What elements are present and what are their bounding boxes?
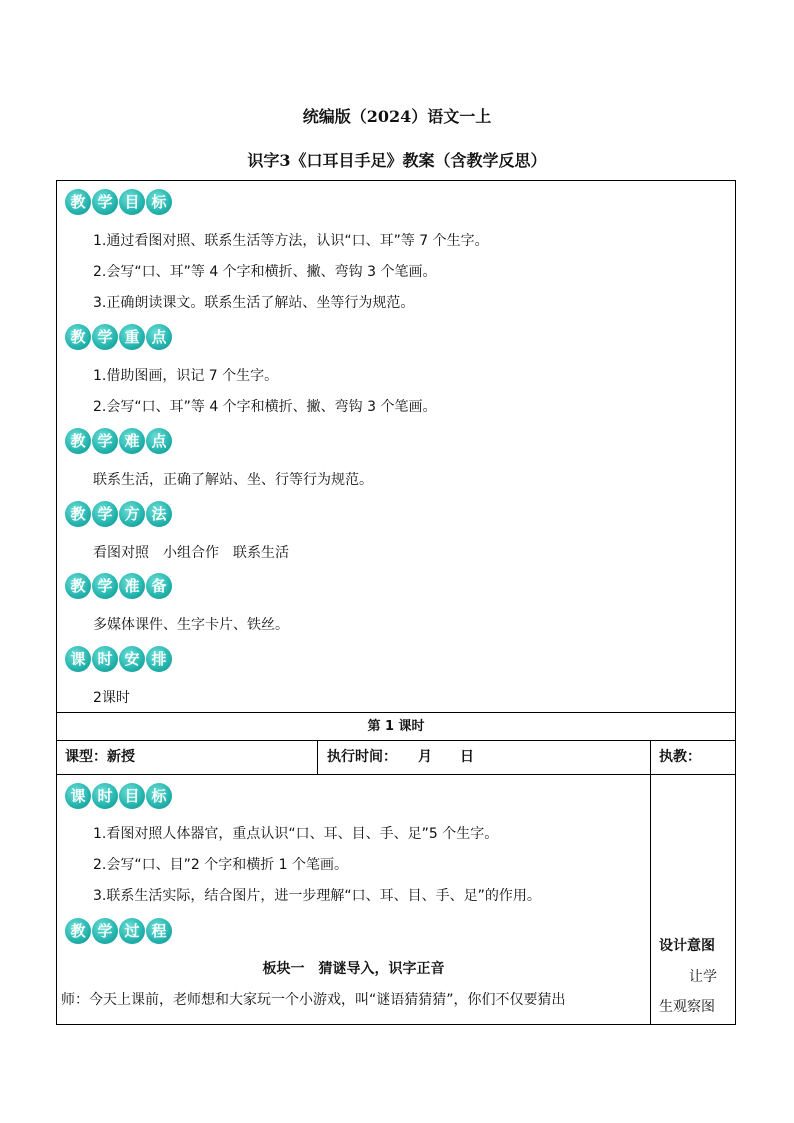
document-subtitle: 识字3《口耳目手足》教案（含教学反思） — [247, 151, 547, 170]
method-line-1: 看图对照 小组合作 联系生活 — [93, 545, 289, 561]
teaching-overview-box — [56, 180, 736, 713]
section-badge-teaching-goals: 教 学 目 标 — [65, 189, 172, 215]
goal-line-1: 1.通过看图对照、联系生活等方法，认识“口、耳”等 7 个生字。 — [93, 233, 489, 249]
lesson-goal-line-2: 2.会写“口、目”2 个字和横折 1 个笔画。 — [93, 857, 349, 873]
lesson-type: 课型：新授 — [65, 749, 135, 765]
design-intent-title: 设计意图 — [659, 938, 715, 954]
lesson-label-row: 第 1 课时 — [56, 713, 736, 741]
lesson-detail-box — [56, 775, 736, 1025]
process-block-title: 板块一 猜谜导入，识字正音 — [262, 961, 445, 977]
lesson-time: 执行时间： 月 日 — [327, 749, 474, 765]
design-intent-line-2: 生观察图 — [659, 999, 715, 1015]
design-intent-line-1: 让学 — [689, 969, 717, 985]
document-title: 统编版（2024）语文一上 — [302, 107, 492, 126]
section-badge-methods: 教 学 方 法 — [65, 501, 172, 527]
lesson-teacher: 执教： — [659, 749, 701, 765]
goal-line-2: 2.会写“口、耳”等 4 个字和横折、撇、弯钩 3 个笔画。 — [93, 264, 437, 280]
cell-divider — [650, 741, 651, 774]
section-badge-lesson-goals: 课 时 目 标 — [65, 783, 172, 809]
side-column-divider — [650, 775, 651, 1024]
cell-divider — [317, 741, 318, 774]
section-badge-key-points: 教 学 重 点 — [65, 324, 172, 350]
preparation-line-1: 多媒体课件、生字卡片、铁丝。 — [93, 617, 289, 633]
key-point-line-2: 2.会写“口、耳”等 4 个字和横折、撇、弯钩 3 个笔画。 — [93, 399, 437, 415]
schedule-line-1: 2课时 — [93, 690, 130, 706]
lesson-goal-line-1: 1.看图对照人体器官，重点认识“口、耳、目、手、足”5 个生字。 — [93, 826, 499, 842]
key-point-line-1: 1.借助图画，识记 7 个生字。 — [93, 368, 279, 384]
section-badge-process: 教 学 过 程 — [65, 918, 172, 944]
section-badge-schedule: 课 时 安 排 — [65, 646, 172, 672]
goal-line-3: 3.正确朗读课文。联系生活了解站、坐等行为规范。 — [93, 295, 415, 311]
lesson-goal-line-3: 3.联系生活实际，结合图片，进一步理解“口、耳、目、手、足”的作用。 — [93, 888, 541, 904]
process-text-line: 师：今天上课前，老师想和大家玩一个小游戏，叫“谜语猜猜猜”，你们不仅要猜出 — [61, 992, 566, 1008]
lesson-info-row — [56, 741, 736, 775]
section-badge-preparation: 教 学 准 备 — [65, 573, 172, 599]
difficulty-line-1: 联系生活，正确了解站、坐、行等行为规范。 — [93, 472, 373, 488]
section-badge-difficulties: 教 学 难 点 — [65, 428, 172, 454]
